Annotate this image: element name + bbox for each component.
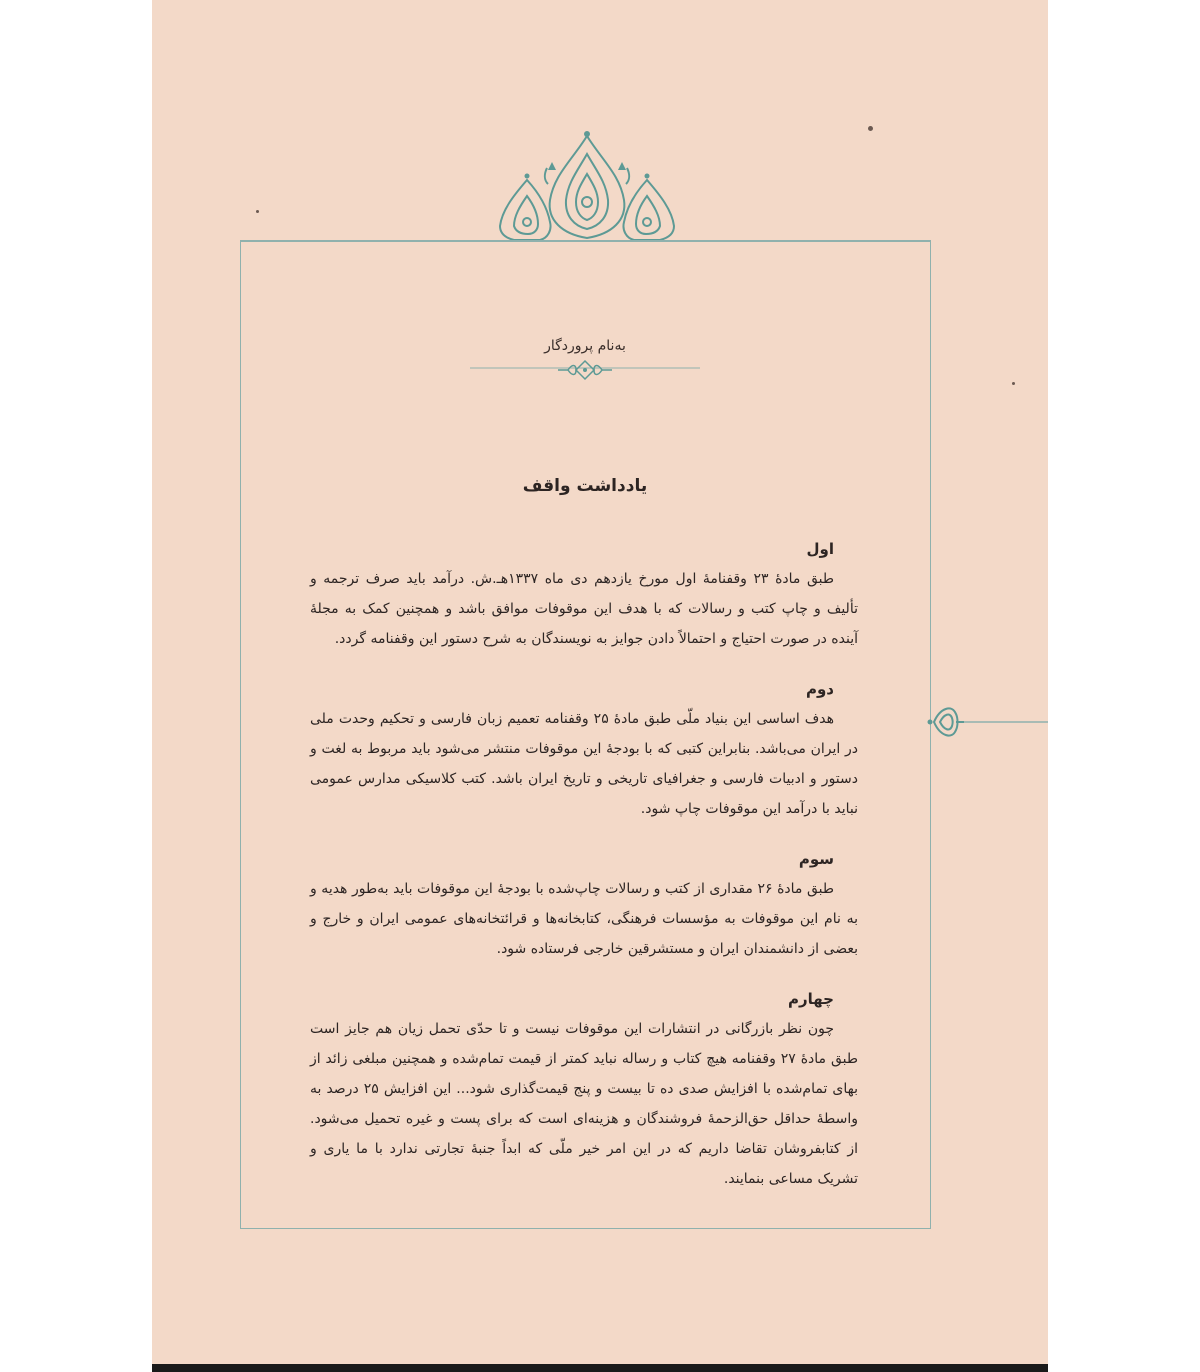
section-first <box>310 538 858 654</box>
section-heading: دوم <box>805 680 834 698</box>
section-body: هدف اساسی این بنیاد ملّی طبق مادهٔ ۲۵ وقفنامه تعمیم زبان فارسی و تحکیم وحدت ملی در ایران می‌باشد. بنابراین کتبی که با بودجهٔ این موقوفات منتشر می‌شود باید مربوط به لغت و دستور و ادبیات فارسی و جغرافیای تاریخی و تاریخ ایران باشد. کتب کلاسیکی مدارس عمومی نباید با درآمد این موقوفات چاپ شود. <box>310 711 858 817</box>
section-heading: سوم <box>798 850 834 868</box>
basmala-heading: به‌نام پروردگار <box>544 338 626 354</box>
arabesque-side-icon <box>926 700 1048 744</box>
section-body: طبق مادهٔ ۲۶ مقداری از کتب و رسالات چاپ‌شده با بودجهٔ این موقوفات باید به‌طور هدیه و به نام این موقوفات به مؤسسات فرهنگی، کتابخانه‌ها و قرائتخانه‌های عمومی ایران و خارج و بعضی از دانشمندان ایران و مستشرقین خارجی فرستاده شود. <box>310 881 858 957</box>
section-second <box>310 678 858 824</box>
section-heading: چهارم <box>788 990 834 1008</box>
section-heading: اول <box>806 540 834 558</box>
section-fourth <box>310 988 858 1194</box>
divider-ornament-icon <box>470 358 700 384</box>
scan-edge <box>152 1364 1048 1372</box>
document-title: یادداشت واقف <box>522 476 648 496</box>
paper-speck <box>868 126 873 131</box>
section-body: طبق مادهٔ ۲۳ وقفنامهٔ اول مورخ یازدهم دی ماه ۱۳۳۷هـ.ش. درآمد باید صرف ترجمه و تألیف و چاپ کتب و رسالات که با هدف این موقوفات موافق باشد و همچنین کمک به مجلهٔ آینده در صورت احتیاج و احتمالاً دادن جوایز به نویسندگان به شرح دستور این وقفنامه گردد. <box>310 571 858 647</box>
paper-speck <box>256 210 259 213</box>
arabesque-crown-icon <box>492 130 682 242</box>
paper-speck <box>1012 382 1015 385</box>
section-third <box>310 848 858 964</box>
section-body: چون نظر بازرگانی در انتشارات این موقوفات نیست و تا حدّی تحمل زیان هم جایز است طبق مادهٔ ۲۷ وقفنامه هیچ کتاب و رساله نباید کمتر از قیمت تمام‌شده و همچنین مبلغی زائد از بهای تمام‌شده با افزایش صدی ده تا بیست و پنج قیمت‌گذاری شود... این افزایش ۲۵ درصد به واسطهٔ حداقل حق‌الزحمهٔ فروشندگان و هزینه‌ای است که برای پست و غیره تحمیل می‌شود. از کتابفروشان تقاضا داریم که در این امر خیر ملّی که ابداً جنبهٔ تجارتی ندارد با ما یاری و تشریک مساعی بنمایند. <box>310 1021 858 1187</box>
